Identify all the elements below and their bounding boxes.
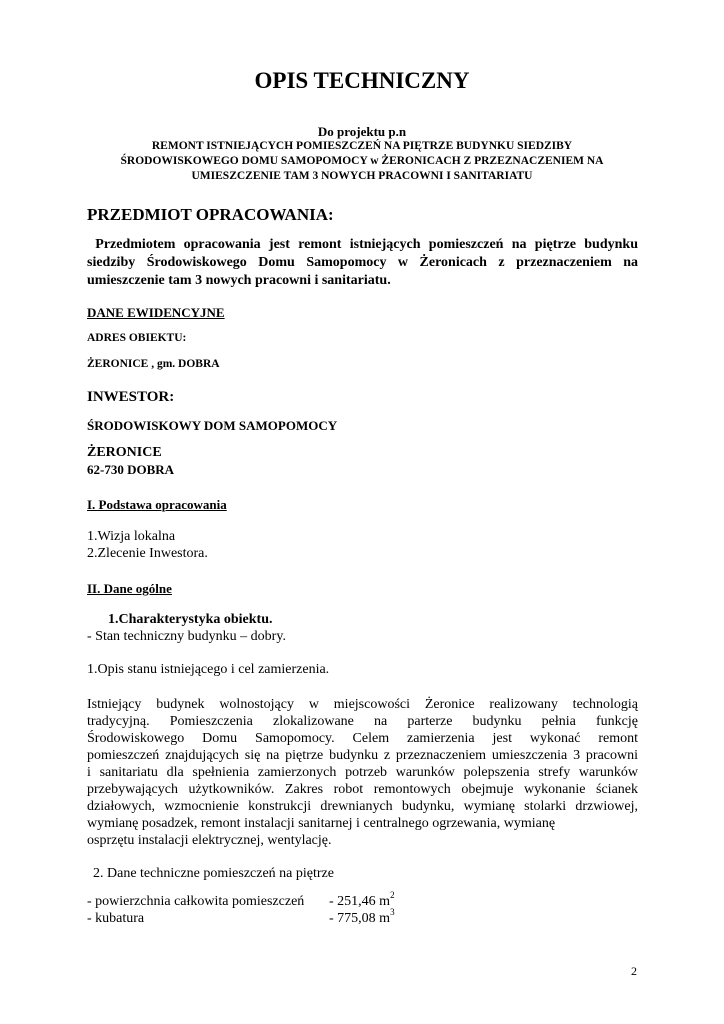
przedmiot-line-1: Przedmiotem opracowania jest remont istniejących pomieszczeń na piętrze budynku	[87, 237, 638, 252]
podstawa-item-1: 1.Wizja lokalna	[87, 529, 176, 544]
adres-value: ŻERONICE , gm. DOBRA	[87, 358, 220, 370]
inwestor-label: INWESTOR:	[87, 389, 175, 405]
volume-value: - 775,08 $m^3$	[329, 907, 395, 926]
inwestor-name: ŚRODOWISKOWY DOM SAMOPOMOCY	[87, 418, 338, 433]
opis-line-3: Środowiskowego Domu Samopomocy. Celem zamierzenia jest wykonać remont	[87, 731, 638, 746]
section-heading-ewidencja: DANE EWIDENCYJNE	[87, 305, 225, 320]
project-name-line-1: REMONT ISTNIEJĄCYCH POMIESZCZEŃ NA PIĘTRZE BUDYNKU SIEDZIBY	[151, 140, 573, 152]
section-heading-podstawa: I. Podstawa opracowania	[87, 497, 227, 512]
charakterystyka-heading: 1.Charakterystyka obiektu.	[108, 612, 273, 627]
opis-heading: 1.Opis stanu istniejącego i cel zamierzenia.	[87, 662, 330, 677]
document-title: OPIS TECHNICZNY	[254, 68, 470, 93]
opis-line-2: tradycyjną. Pomieszczenia zlokalizowane na parterze budynku pełnia funkcję	[87, 714, 638, 729]
opis-line-6: przebywających użytkowników. Zakres robot remontowych obejmuje wykonanie ścianek	[87, 782, 638, 797]
przedmiot-line-2: siedziby Środowiskowego Domu Samopomocy w Żeronicach z przeznaczeniem na	[87, 255, 638, 270]
opis-line-7: działowych, wzmocnienie konstrukcji drewnianych budynku, wymianę stolarki drzwiowej,	[87, 799, 638, 814]
page-number: 2	[631, 964, 637, 978]
area-unit-exponent: 2	[390, 890, 395, 901]
project-name-line-2: ŚRODOWISKOWEGO DOMU SAMOPOMOCY w ŻERONICACH Z PRZEZNACZENIEM NA	[120, 155, 604, 167]
inwestor-city: ŻERONICE	[87, 445, 162, 460]
opis-line-8: wymianę posadzek, remont instalacji sanitarnej i centralnego ogrzewania, wymianę	[87, 816, 556, 831]
podstawa-item-2: 2.Zlecenie Inwestora.	[87, 546, 208, 561]
adres-label: ADRES OBIEKTU:	[87, 332, 187, 344]
project-name-line-3: UMIESZCZENIE TAM 3 NOWYCH PRACOWNI I SANITARIATU	[191, 170, 533, 182]
opis-line-5: i sanitariatu dla spełnienia zamierzonych potrzeb warunków polepszenia strefy warunków	[87, 765, 638, 780]
opis-line-9: osprzętu instalacji elektrycznej, wentylację.	[87, 833, 332, 848]
volume-label: - kubatura	[87, 911, 145, 926]
dane-techniczne-heading: 2. Dane techniczne pomieszczeń na piętrze	[93, 866, 334, 881]
project-intro: Do projektu p.n	[317, 124, 407, 139]
volume-unit-exponent: 3	[390, 907, 395, 918]
przedmiot-line-3: umieszczenie tam 3 nowych pracowni i sanitariatu.	[87, 273, 391, 288]
section-heading-ogolne: II. Dane ogólne	[87, 581, 172, 596]
section-heading-przedmiot: PRZEDMIOT OPRACOWANIA:	[87, 205, 334, 224]
opis-line-4: pomieszczeń znajdujących się na piętrze budynku z przeznaczeniem umieszczenia 3 pracowni	[87, 748, 638, 763]
opis-line-1: Istniejący budynek wolnostojący w miejscowości Żeronice realizowany technologią	[87, 697, 638, 712]
inwestor-postal: 62-730 DOBRA	[87, 462, 175, 477]
stan-techniczny: - Stan techniczny budynku – dobry.	[87, 629, 286, 644]
area-value: - 251,46 $m^2$	[329, 890, 395, 909]
area-label: - powierzchnia całkowita pomieszczeń	[87, 894, 305, 909]
